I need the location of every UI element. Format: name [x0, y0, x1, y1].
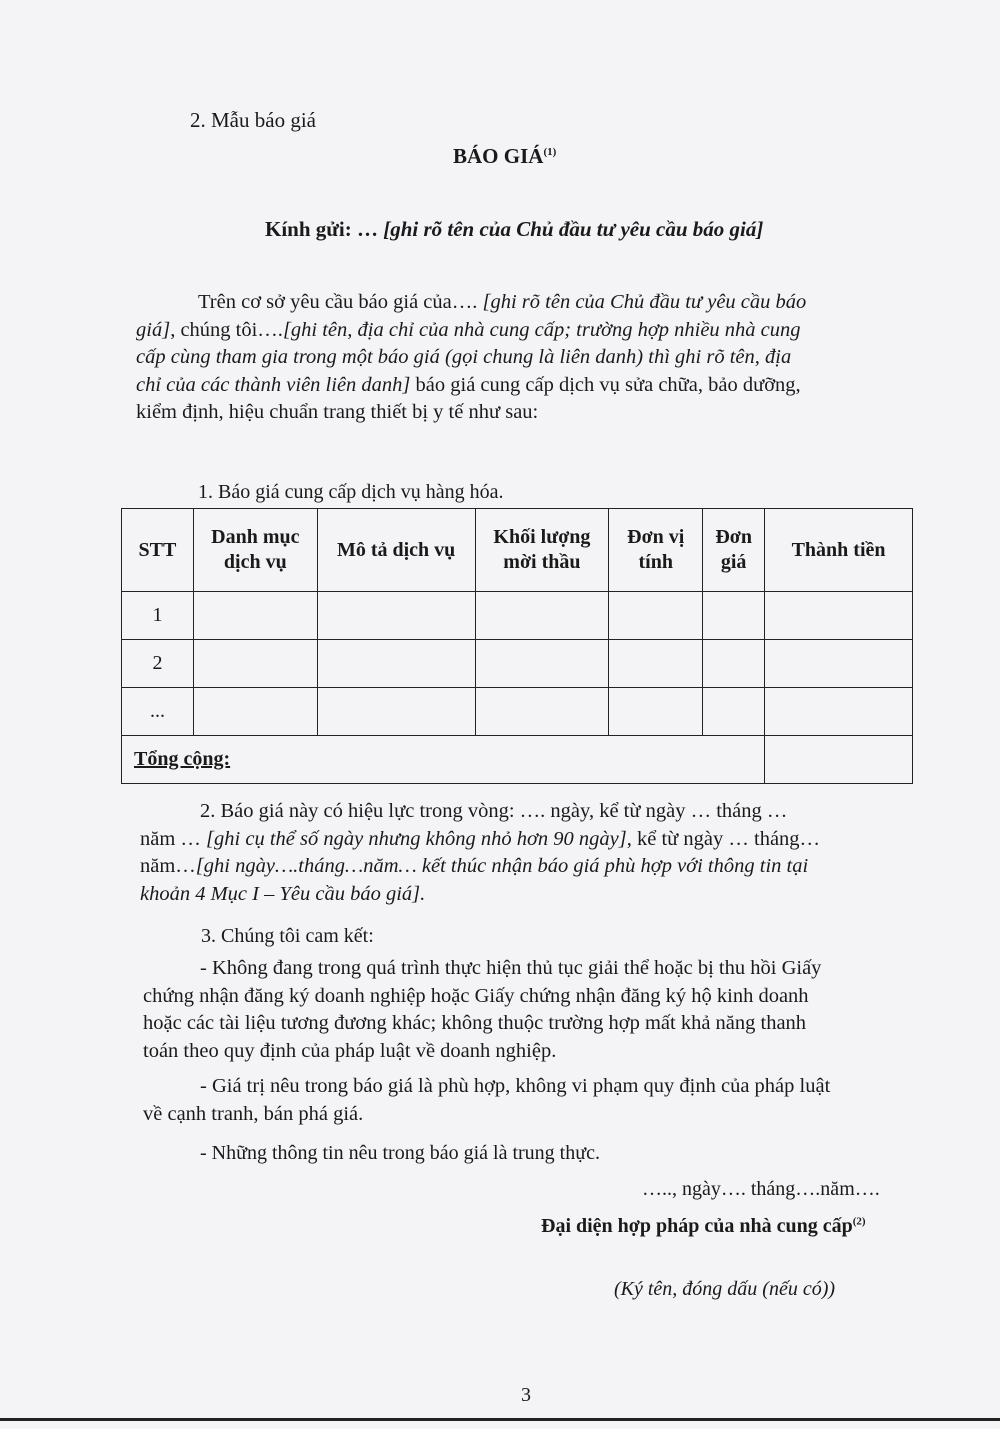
col-header-description: Mô tả dịch vụ	[317, 509, 475, 592]
table-cell	[765, 640, 913, 688]
intro-placeholder: [ghi rõ tên của Chủ đầu tư yêu cầu báo	[482, 291, 807, 313]
table-cell	[317, 640, 475, 688]
table-cell	[703, 688, 765, 736]
table-cell	[475, 640, 609, 688]
commitment-text: về cạnh tranh, bán phá giá.	[143, 1102, 364, 1125]
item2-placeholder: [ghi cụ thể số ngày nhưng không nhỏ hơn 90 ngày]	[206, 827, 627, 850]
addressee-placeholder: [ghi rõ tên của Chủ đầu tư yêu cầu báo giá]	[383, 217, 764, 241]
item2-text: năm…	[140, 855, 196, 877]
row-number: 2	[122, 640, 194, 688]
item2-placeholder: [ghi ngày….tháng…năm… kết thúc nhận báo giá phù hợp với thông tin tại	[195, 855, 809, 877]
intro-placeholder: cấp cùng tham gia trong một báo giá (gọi chung là liên danh) thì ghi rõ tên, địa	[136, 346, 792, 368]
item2-text: , kể từ ngày … tháng…	[626, 827, 821, 850]
commitment-text: hoặc các tài liệu tương đương khác; không thuộc trường hợp mất khả năng thanh	[143, 1012, 807, 1034]
commitment-1	[143, 955, 821, 1065]
title-footnote-marker: (1)	[543, 146, 557, 158]
table-total-row	[122, 736, 913, 784]
intro-paragraph	[136, 289, 806, 427]
table-cell	[193, 688, 317, 736]
total-value-cell	[765, 736, 913, 784]
table-cell	[765, 688, 913, 736]
document-title	[453, 144, 556, 169]
row-number: 1	[122, 592, 194, 640]
signatory-title	[541, 1215, 866, 1238]
commitment-text: - Không đang trong quá trình thực hiện thủ tục giải thể hoặc bị thu hồi Giấy	[200, 957, 822, 979]
table-cell	[475, 592, 609, 640]
col-header-unit-price: Đơn giá	[703, 509, 765, 592]
table-cell	[703, 592, 765, 640]
row-number: ...	[122, 688, 194, 736]
intro-text: báo giá cung cấp dịch vụ sửa chữa, bảo dưỡng,	[415, 373, 801, 396]
signatory-footnote-marker: (2)	[852, 1215, 866, 1228]
table-cell	[193, 640, 317, 688]
bottom-border	[0, 1418, 1000, 1421]
col-header-stt: STT	[122, 509, 194, 592]
total-label: Tổng cộng:	[122, 736, 765, 784]
table-cell	[317, 592, 475, 640]
table-cell	[703, 640, 765, 688]
item2-text: 2. Báo giá này có hiệu lực trong vòng: …. ngày, kể từ ngày … tháng …	[200, 800, 788, 822]
signatory-text: Đại diện hợp pháp của nhà cung cấp	[541, 1215, 853, 1237]
intro-placeholder: [ghi tên, địa chỉ của nhà cung cấp; trường hợp nhiều nhà cung	[282, 318, 801, 341]
col-header-service: Danh mục dịch vụ	[193, 509, 317, 592]
item2-placeholder: khoản 4 Mục I – Yêu cầu báo giá].	[140, 882, 426, 905]
date-line: ….., ngày…. tháng….năm….	[642, 1178, 880, 1200]
intro-text: kiểm định, hiệu chuẩn trang thiết bị y tế như sau:	[136, 401, 539, 423]
table-cell	[609, 688, 703, 736]
section-heading: 2. Mẫu báo giá	[190, 108, 316, 132]
addressee-label: Kính gửi: …	[265, 217, 378, 241]
addressee-line	[265, 217, 763, 242]
table-header-row	[122, 509, 913, 592]
quote-table	[121, 508, 913, 784]
table-cell	[317, 688, 475, 736]
table-row	[122, 688, 913, 736]
commitment-text: toán theo quy định của pháp luật về doanh nghiệp.	[143, 1039, 557, 1062]
table-cell	[193, 592, 317, 640]
table-cell	[609, 640, 703, 688]
item3-heading: 3. Chúng tôi cam kết:	[201, 925, 374, 947]
signature-note: (Ký tên, đóng dấu (nếu có))	[614, 1278, 836, 1300]
intro-text: , chúng tôi….	[170, 318, 283, 341]
title-text: BÁO GIÁ	[453, 144, 544, 168]
item2-text: năm …	[140, 827, 201, 850]
intro-placeholder: giá]	[136, 318, 171, 341]
col-header-quantity: Khối lượng mời thầu	[475, 509, 609, 592]
commitment-text: chứng nhận đăng ký doanh nghiệp hoặc Giấy chứng nhận đăng ký hộ kinh doanh	[143, 984, 809, 1007]
col-header-unit: Đơn vị tính	[609, 509, 703, 592]
item2-paragraph	[140, 798, 820, 908]
table-row	[122, 640, 913, 688]
item1-heading: 1. Báo giá cung cấp dịch vụ hàng hóa.	[198, 481, 504, 503]
commitment-3: - Những thông tin nêu trong báo giá là trung thực.	[200, 1142, 600, 1164]
intro-placeholder: chỉ của các thành viên liên danh]	[136, 373, 411, 396]
table-cell	[475, 688, 609, 736]
table-cell	[609, 592, 703, 640]
commitment-text: - Giá trị nêu trong báo giá là phù hợp, không vi phạm quy định của pháp luật	[200, 1075, 831, 1097]
table-cell	[765, 592, 913, 640]
table-row	[122, 592, 913, 640]
commitment-2	[143, 1073, 830, 1128]
intro-text: Trên cơ sở yêu cầu báo giá của….	[198, 291, 478, 313]
col-header-amount: Thành tiền	[765, 509, 913, 592]
page-number: 3	[521, 1384, 531, 1406]
